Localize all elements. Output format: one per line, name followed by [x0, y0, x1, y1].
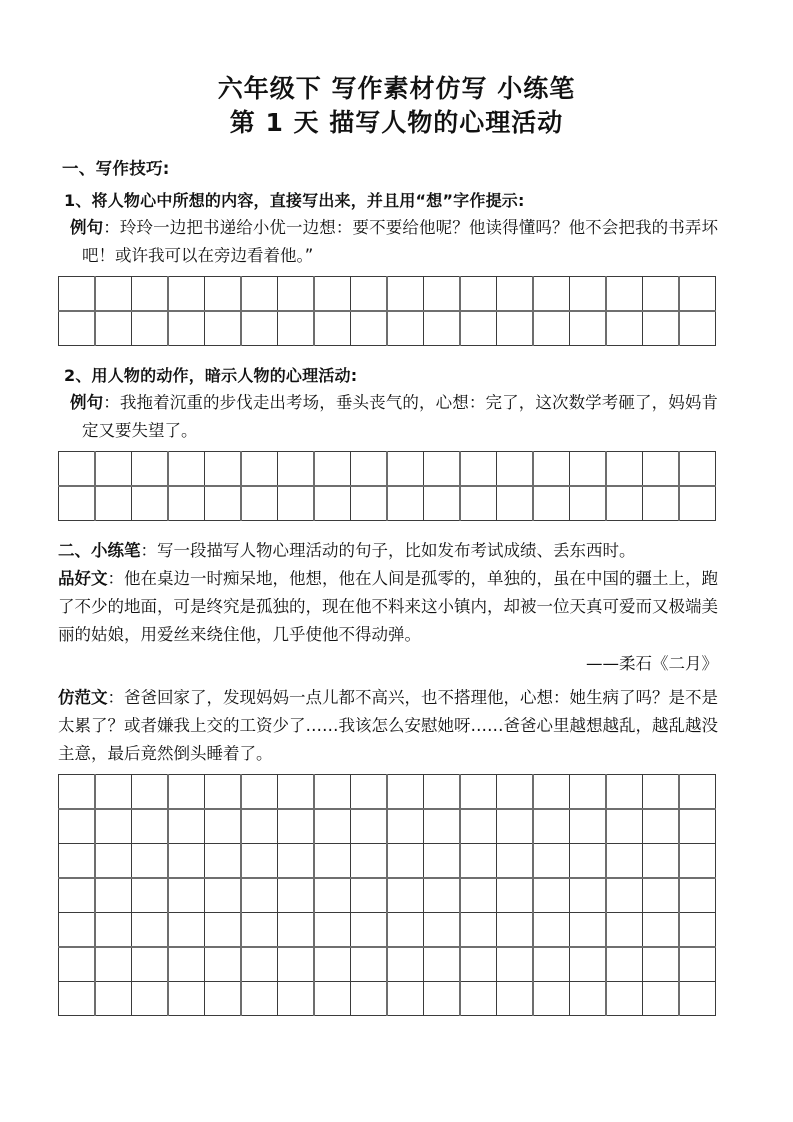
- writing-grid-cell[interactable]: [424, 452, 461, 487]
- writing-grid-cell[interactable]: [205, 878, 242, 913]
- writing-grid-cell[interactable]: [95, 809, 132, 844]
- writing-grid-cell[interactable]: [679, 809, 716, 844]
- writing-grid-row: [59, 913, 716, 948]
- writing-grid-cell[interactable]: [132, 775, 169, 810]
- tip-1-example-label: 例句: [70, 218, 104, 237]
- writing-grid-cell[interactable]: [351, 844, 388, 879]
- writing-grid-cell[interactable]: [424, 947, 461, 982]
- writing-grid-cell[interactable]: [606, 982, 643, 1016]
- writing-grid-cell[interactable]: [424, 277, 461, 312]
- writing-grid-cell[interactable]: [95, 844, 132, 879]
- writing-grid-cell[interactable]: [205, 844, 242, 879]
- writing-grid-cell[interactable]: [168, 913, 205, 948]
- writing-grid-cell[interactable]: [59, 947, 96, 982]
- writing-grid-cell[interactable]: [205, 277, 242, 312]
- writing-grid-cell[interactable]: [168, 775, 205, 810]
- writing-grid-cell[interactable]: [95, 878, 132, 913]
- writing-grid-cell[interactable]: [570, 913, 607, 948]
- good-text-paragraph: [58, 565, 718, 649]
- writing-grid-cell[interactable]: [351, 452, 388, 487]
- tip-1-example-text: ：玲玲一边把书递给小优一边想：要不要给他呢？他读得懂吗？他不会把我的书弄坏吧！或许我可以在旁边看着他。”: [82, 218, 719, 265]
- writing-grid-cell[interactable]: [460, 844, 497, 879]
- writing-grid-cell[interactable]: [497, 844, 534, 879]
- writing-grid-cell[interactable]: [168, 844, 205, 879]
- writing-grid-cell[interactable]: [497, 775, 534, 810]
- writing-grid-cell[interactable]: [497, 982, 534, 1016]
- writing-grid-cell[interactable]: [460, 775, 497, 810]
- writing-grid-cell[interactable]: [570, 947, 607, 982]
- writing-grid-cell[interactable]: [95, 947, 132, 982]
- writing-grid-cell[interactable]: [95, 311, 132, 346]
- writing-grid-cell[interactable]: [205, 982, 242, 1016]
- writing-grid-row: [59, 982, 716, 1016]
- writing-grid-cell[interactable]: [59, 277, 96, 312]
- tip-1-example: [70, 214, 718, 270]
- writing-grid-1[interactable]: [58, 276, 716, 346]
- writing-grid-cell[interactable]: [314, 809, 351, 844]
- writing-grid-cell[interactable]: [241, 311, 278, 346]
- writing-grid-cell[interactable]: [59, 913, 96, 948]
- writing-grid-cell[interactable]: [497, 878, 534, 913]
- writing-grid-row: [59, 277, 716, 312]
- writing-grid-cell[interactable]: [387, 277, 424, 312]
- writing-grid-cell[interactable]: [132, 452, 169, 487]
- writing-grid-cell[interactable]: [241, 486, 278, 521]
- writing-grid-cell[interactable]: [643, 311, 680, 346]
- page-title: [0, 72, 793, 140]
- writing-grid-cell[interactable]: [168, 809, 205, 844]
- writing-grid-cell[interactable]: [497, 809, 534, 844]
- good-text-body: ：他在桌边一时痴呆地，他想，他在人间是孤零的，单独的，虽在中国的疆土上，跑了不少的地面，可是终究是孤独的，现在他不料来这小镇内，却被一位天真可爱而又极端美丽的姑娘，用爱丝来绕住他，几乎使他不得动弹。: [58, 569, 718, 644]
- writing-grid-cell[interactable]: [241, 913, 278, 948]
- writing-grid-cell[interactable]: [387, 775, 424, 810]
- writing-grid-cell[interactable]: [59, 982, 96, 1016]
- writing-grid-cell[interactable]: [497, 452, 534, 487]
- writing-grid-cell[interactable]: [679, 947, 716, 982]
- writing-grid-cell[interactable]: [643, 913, 680, 948]
- writing-grid-cell[interactable]: [643, 452, 680, 487]
- writing-grid-cell[interactable]: [314, 486, 351, 521]
- writing-grid-row: [59, 844, 716, 879]
- writing-grid-cell[interactable]: [460, 486, 497, 521]
- spacer: [58, 346, 718, 362]
- writing-grid-cell[interactable]: [497, 913, 534, 948]
- writing-grid-row: [59, 452, 716, 487]
- title-line-1: 六年级下 写作素材仿写 小练笔: [217, 74, 576, 103]
- writing-grid-cell[interactable]: [533, 947, 570, 982]
- writing-grid-cell[interactable]: [533, 844, 570, 879]
- section-2-heading: [58, 537, 718, 565]
- writing-grid-cell[interactable]: [95, 486, 132, 521]
- writing-grid-cell[interactable]: [314, 311, 351, 346]
- writing-grid-cell[interactable]: [606, 844, 643, 879]
- writing-grid-cell[interactable]: [424, 878, 461, 913]
- writing-grid-cell[interactable]: [606, 775, 643, 810]
- good-text-attribution: ——柔石《二月》: [586, 654, 718, 673]
- writing-grid-cell[interactable]: [168, 878, 205, 913]
- writing-grid-cell[interactable]: [460, 311, 497, 346]
- writing-grid-cell[interactable]: [241, 775, 278, 810]
- writing-grid-cell[interactable]: [314, 913, 351, 948]
- writing-grid-cell[interactable]: [59, 809, 96, 844]
- section-2-heading-text: ：写一段描写人物心理活动的句子，比如发布考试成绩、丢东西时。: [140, 541, 636, 560]
- writing-grid-cell[interactable]: [241, 277, 278, 312]
- writing-grid-cell[interactable]: [132, 913, 169, 948]
- writing-grid-cell[interactable]: [533, 452, 570, 487]
- writing-grid-2[interactable]: [58, 451, 716, 521]
- writing-grid-cell[interactable]: [278, 982, 315, 1016]
- spacer: [58, 521, 718, 537]
- writing-grid-cell[interactable]: [533, 913, 570, 948]
- writing-grid-cell[interactable]: [95, 452, 132, 487]
- writing-grid-cell[interactable]: [168, 452, 205, 487]
- writing-grid-cell[interactable]: [205, 913, 242, 948]
- writing-grid-cell[interactable]: [351, 775, 388, 810]
- writing-grid-cell[interactable]: [606, 452, 643, 487]
- writing-grid-cell[interactable]: [570, 809, 607, 844]
- writing-grid-cell[interactable]: [606, 913, 643, 948]
- writing-grid-cell[interactable]: [643, 775, 680, 810]
- writing-grid-cell[interactable]: [241, 878, 278, 913]
- answer-grid-wrap: [58, 774, 718, 1016]
- writing-grid-cell[interactable]: [132, 947, 169, 982]
- writing-grid-cell[interactable]: [606, 809, 643, 844]
- writing-grid-cell[interactable]: [132, 486, 169, 521]
- writing-grid-cell[interactable]: [460, 982, 497, 1016]
- writing-grid-cell[interactable]: [168, 277, 205, 312]
- good-text-label: 品好文: [58, 569, 108, 588]
- writing-grid-cell[interactable]: [132, 878, 169, 913]
- writing-grid-cell[interactable]: [95, 913, 132, 948]
- tip-2-example: [70, 389, 718, 445]
- writing-grid-cell[interactable]: [314, 277, 351, 312]
- section-1-heading: 一、写作技巧:: [62, 159, 170, 178]
- writing-grid-cell[interactable]: [205, 486, 242, 521]
- writing-grid-cell[interactable]: [643, 809, 680, 844]
- writing-grid-cell[interactable]: [278, 809, 315, 844]
- writing-grid-cell[interactable]: [424, 844, 461, 879]
- writing-grid-cell[interactable]: [132, 277, 169, 312]
- writing-grid-cell[interactable]: [351, 913, 388, 948]
- model-text-label: 仿范文: [58, 688, 108, 707]
- writing-grid-cell[interactable]: [570, 775, 607, 810]
- writing-grid-cell[interactable]: [497, 947, 534, 982]
- writing-grid-cell[interactable]: [314, 452, 351, 487]
- writing-grid-cell[interactable]: [351, 809, 388, 844]
- writing-grid-cell[interactable]: [570, 486, 607, 521]
- worksheet-content: [58, 155, 718, 1016]
- writing-grid-cell[interactable]: [570, 277, 607, 312]
- writing-grid-cell[interactable]: [606, 277, 643, 312]
- tip-1-heading: 1、将人物心中所想的内容，直接写出来，并且用“想”字作提示:: [64, 191, 525, 210]
- writing-grid-cell[interactable]: [424, 913, 461, 948]
- writing-grid-cell[interactable]: [497, 311, 534, 346]
- tip-2-example-label: 例句: [70, 393, 104, 412]
- writing-grid-cell[interactable]: [278, 913, 315, 948]
- writing-grid-cell[interactable]: [643, 844, 680, 879]
- writing-grid-cell[interactable]: [387, 311, 424, 346]
- writing-grid-cell[interactable]: [679, 277, 716, 312]
- model-text-paragraph: [58, 684, 718, 768]
- writing-grid-cell[interactable]: [533, 277, 570, 312]
- writing-grid-answer[interactable]: [58, 774, 716, 1016]
- writing-grid-cell[interactable]: [205, 809, 242, 844]
- writing-grid-cell[interactable]: [570, 452, 607, 487]
- writing-grid-cell[interactable]: [679, 913, 716, 948]
- writing-grid-cell[interactable]: [205, 311, 242, 346]
- writing-grid-cell[interactable]: [679, 878, 716, 913]
- writing-grid-cell[interactable]: [606, 878, 643, 913]
- writing-grid-cell[interactable]: [351, 277, 388, 312]
- writing-grid-cell[interactable]: [314, 775, 351, 810]
- writing-grid-cell[interactable]: [59, 878, 96, 913]
- writing-grid-cell[interactable]: [460, 809, 497, 844]
- writing-grid-cell[interactable]: [132, 982, 169, 1016]
- writing-grid-cell[interactable]: [497, 277, 534, 312]
- writing-grid-cell[interactable]: [387, 452, 424, 487]
- writing-grid-cell[interactable]: [241, 947, 278, 982]
- writing-grid-cell[interactable]: [424, 775, 461, 810]
- writing-grid-cell[interactable]: [205, 947, 242, 982]
- writing-grid-cell[interactable]: [606, 947, 643, 982]
- writing-grid-cell[interactable]: [533, 486, 570, 521]
- writing-grid-cell[interactable]: [643, 878, 680, 913]
- writing-grid-cell[interactable]: [168, 982, 205, 1016]
- writing-grid-cell[interactable]: [168, 486, 205, 521]
- writing-grid-cell[interactable]: [278, 775, 315, 810]
- writing-grid-cell[interactable]: [679, 844, 716, 879]
- writing-grid-cell[interactable]: [387, 844, 424, 879]
- writing-grid-cell[interactable]: [59, 452, 96, 487]
- tip-2-example-text: ：我拖着沉重的步伐走出考场，垂头丧气的，心想：完了，这次数学考砸了，妈妈肯定又要失望了。: [82, 393, 719, 440]
- writing-grid-cell[interactable]: [643, 486, 680, 521]
- writing-grid-cell[interactable]: [424, 486, 461, 521]
- writing-grid-cell[interactable]: [95, 277, 132, 312]
- tip-2-heading: 2、用人物的动作，暗示人物的心理活动:: [64, 366, 358, 385]
- writing-grid-cell[interactable]: [351, 878, 388, 913]
- writing-grid-cell[interactable]: [241, 844, 278, 879]
- writing-grid-row: [59, 878, 716, 913]
- writing-grid-cell[interactable]: [570, 878, 607, 913]
- writing-grid-cell[interactable]: [278, 277, 315, 312]
- writing-grid-cell[interactable]: [168, 947, 205, 982]
- writing-grid-cell[interactable]: [278, 452, 315, 487]
- writing-grid-cell[interactable]: [497, 486, 534, 521]
- writing-grid-cell[interactable]: [205, 452, 242, 487]
- writing-grid-cell[interactable]: [387, 486, 424, 521]
- writing-grid-cell[interactable]: [95, 775, 132, 810]
- writing-grid-row: [59, 947, 716, 982]
- writing-grid-cell[interactable]: [278, 311, 315, 346]
- writing-grid-cell[interactable]: [387, 982, 424, 1016]
- writing-grid-cell[interactable]: [533, 982, 570, 1016]
- writing-grid-cell[interactable]: [59, 486, 96, 521]
- writing-grid-cell[interactable]: [351, 947, 388, 982]
- writing-grid-cell[interactable]: [351, 311, 388, 346]
- writing-grid-cell[interactable]: [278, 486, 315, 521]
- writing-grid-cell[interactable]: [643, 277, 680, 312]
- writing-grid-cell[interactable]: [351, 982, 388, 1016]
- writing-grid-cell[interactable]: [570, 844, 607, 879]
- writing-grid-cell[interactable]: [387, 947, 424, 982]
- writing-grid-cell[interactable]: [533, 775, 570, 810]
- writing-grid-cell[interactable]: [460, 913, 497, 948]
- writing-grid-cell[interactable]: [314, 982, 351, 1016]
- writing-grid-cell[interactable]: [387, 809, 424, 844]
- writing-grid-cell[interactable]: [679, 775, 716, 810]
- writing-grid-cell[interactable]: [460, 947, 497, 982]
- writing-grid-cell[interactable]: [606, 311, 643, 346]
- writing-grid-cell[interactable]: [679, 486, 716, 521]
- writing-grid-cell[interactable]: [606, 486, 643, 521]
- writing-grid-cell[interactable]: [132, 809, 169, 844]
- writing-grid-cell[interactable]: [460, 277, 497, 312]
- model-text-body: ：爸爸回家了，发现妈妈一点儿都不高兴，也不搭理他，心想：她生病了吗？是不是太累了？或者嫌我上交的工资少了……我该怎么安慰她呀……爸爸心里越想越乱，越乱越没主意，最后竟然倒头睡着了。: [58, 688, 718, 763]
- writing-grid-cell[interactable]: [679, 311, 716, 346]
- writing-grid-cell[interactable]: [278, 844, 315, 879]
- writing-grid-cell[interactable]: [95, 982, 132, 1016]
- section-2-heading-label: 二、小练笔: [58, 541, 141, 560]
- writing-grid-cell[interactable]: [424, 809, 461, 844]
- writing-grid-cell[interactable]: [424, 311, 461, 346]
- writing-grid-row: [59, 775, 716, 810]
- title-line-2: 第 1 天 描写人物的心理活动: [229, 108, 564, 137]
- writing-grid-cell[interactable]: [679, 982, 716, 1016]
- writing-grid-cell[interactable]: [59, 775, 96, 810]
- writing-grid-cell[interactable]: [460, 452, 497, 487]
- writing-grid-cell[interactable]: [570, 982, 607, 1016]
- writing-grid-cell[interactable]: [533, 878, 570, 913]
- writing-grid-cell[interactable]: [387, 878, 424, 913]
- writing-grid-cell[interactable]: [132, 844, 169, 879]
- writing-grid-cell[interactable]: [533, 809, 570, 844]
- writing-grid-row: [59, 311, 716, 346]
- writing-grid-cell[interactable]: [241, 452, 278, 487]
- writing-grid-cell[interactable]: [387, 913, 424, 948]
- writing-grid-cell[interactable]: [351, 486, 388, 521]
- writing-grid-cell[interactable]: [314, 878, 351, 913]
- writing-grid-cell[interactable]: [643, 982, 680, 1016]
- writing-grid-cell[interactable]: [205, 775, 242, 810]
- writing-grid-cell[interactable]: [168, 311, 205, 346]
- writing-grid-cell[interactable]: [278, 878, 315, 913]
- writing-grid-cell[interactable]: [132, 311, 169, 346]
- writing-grid-cell[interactable]: [314, 947, 351, 982]
- writing-grid-row: [59, 486, 716, 521]
- writing-grid-cell[interactable]: [59, 311, 96, 346]
- writing-grid-cell[interactable]: [314, 844, 351, 879]
- tip-1-grid-wrap: [58, 276, 718, 346]
- writing-grid-cell[interactable]: [278, 947, 315, 982]
- writing-grid-cell[interactable]: [570, 311, 607, 346]
- writing-grid-cell[interactable]: [241, 982, 278, 1016]
- writing-grid-cell[interactable]: [643, 947, 680, 982]
- writing-grid-cell[interactable]: [460, 878, 497, 913]
- writing-grid-cell[interactable]: [679, 452, 716, 487]
- writing-grid-cell[interactable]: [424, 982, 461, 1016]
- writing-grid-cell[interactable]: [241, 809, 278, 844]
- writing-grid-cell[interactable]: [59, 844, 96, 879]
- writing-grid-cell[interactable]: [533, 311, 570, 346]
- tip-2-grid-wrap: [58, 451, 718, 521]
- writing-grid-row: [59, 809, 716, 844]
